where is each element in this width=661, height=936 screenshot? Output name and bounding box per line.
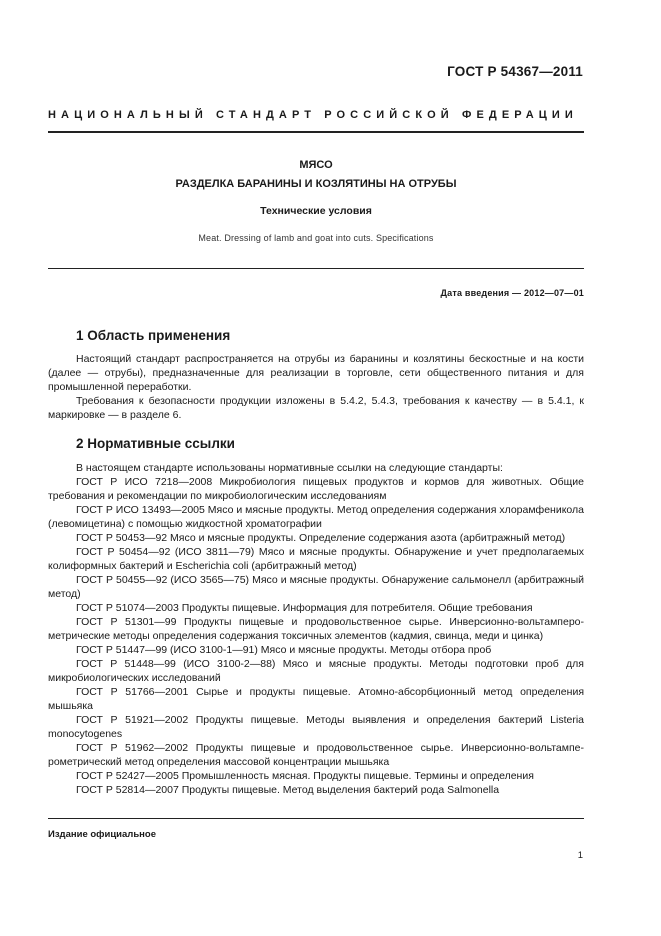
paragraph: Требования к безопасности продукции изложены в 5.4.2, 5.4.3, требования к качеству — в 5.4.1, к маркировке — в разделе 6. — [48, 395, 584, 421]
reference-item: ГОСТ Р 51766—2001 Сырье и продукты пищевые. Атомно-абсорбционный метод определения мышьяка — [48, 686, 584, 712]
english-title: Meat. Dressing of lamb and goat into cuts. Specifications — [198, 233, 434, 243]
official-edition-label: Издание официальное — [48, 829, 156, 840]
reference-item: ГОСТ Р 51921—2002 Продукты пищевые. Методы выявления и определения бактерий Listeria monocytogenes — [48, 714, 584, 740]
reference-item: ГОСТ Р 51448—99 (ИСО 3100-2—88) Мясо и мясные продукты. Методы подготовки проб для микробиологических исследований — [48, 658, 584, 684]
reference-item: ГОСТ Р ИСО 13493—2005 Мясо и мясные продукты. Метод определения содержания хлорамфеникола (левомицетина) с помощью жидкостной хроматографии — [48, 504, 584, 530]
section-body-references — [48, 461, 584, 797]
document-subtitle: Технические условия — [260, 205, 372, 217]
document-title-line2: РАЗДЕЛКА БАРАНИНЫ И КОЗЛЯТИНЫ НА ОТРУБЫ — [175, 178, 457, 190]
introduction-date: Дата введения — 2012—07—01 — [440, 288, 584, 298]
reference-item: ГОСТ Р 51962—2002 Продукты пищевые и продовольственное сырье. Инверсионно-вольтамперометрический метод определения массовой концентрации мышьяка — [48, 742, 584, 768]
reference-item: ГОСТ Р 51447—99 (ИСО 3100-1—91) Мясо и мясные продукты. Методы отбора проб — [76, 644, 492, 656]
footer-rule — [48, 818, 584, 819]
reference-item: ГОСТ Р ИСО 7218—2008 Микробиология пищевых продуктов и кормов для животных. Общие требования и рекомендации по микробиологическим исследованиям — [48, 476, 584, 502]
document-title-line1: МЯСО — [299, 159, 333, 171]
reference-item: ГОСТ Р 52814—2007 Продукты пищевые. Метод выделения бактерий рода Salmonella — [76, 784, 500, 796]
reference-item: ГОСТ Р 50455—92 (ИСО 3565—75) Мясо и мясные продукты. Обнаружение сальмонелл (арбитражный метод) — [48, 574, 584, 600]
reference-item: ГОСТ Р 50454—92 (ИСО 3811—79) Мясо и мясные продукты. Обнаружение и учет предполагаемых колиформных бактерий и Escherichia coli (арбитражный метод) — [48, 546, 584, 572]
paragraph: Настоящий стандарт распространяется на отрубы из баранины и козлятины бескостные и на кости (далее — отрубы), предназначенные для реализации в торговле, сети общественного питания и для промышленной переработки. — [48, 353, 584, 393]
page-number: 1 — [577, 850, 583, 861]
reference-item: ГОСТ Р 51074—2003 Продукты пищевые. Информация для потребителя. Общие требования — [76, 602, 533, 614]
standard-number: ГОСТ Р 54367—2011 — [447, 64, 583, 79]
paragraph: В настоящем стандарте использованы нормативные ссылки на следующие стандарты: — [76, 462, 503, 474]
header-rule — [48, 131, 584, 133]
section-heading-scope: 1 Область применения — [76, 328, 231, 343]
title-rule — [48, 268, 584, 269]
reference-item: ГОСТ Р 51301—99 Продукты пищевые и продовольственное сырье. Инверсионно-вольтамперометрические методы определения содержания токсичных элементов (кадмия, свинца, меди и цинка) — [48, 616, 584, 642]
section-body-scope — [48, 352, 584, 422]
national-standard-banner: НАЦИОНАЛЬНЫЙ СТАНДАРТ РОССИЙСКОЙ ФЕДЕРАЦИИ — [48, 109, 578, 121]
section-heading-references: 2 Нормативные ссылки — [76, 436, 235, 451]
reference-item: ГОСТ Р 50453—92 Мясо и мясные продукты. Определение содержания азота (арбитражный метод) — [76, 532, 566, 544]
reference-item: ГОСТ Р 52427—2005 Промышленность мясная. Продукты пищевые. Термины и определения — [76, 770, 534, 782]
